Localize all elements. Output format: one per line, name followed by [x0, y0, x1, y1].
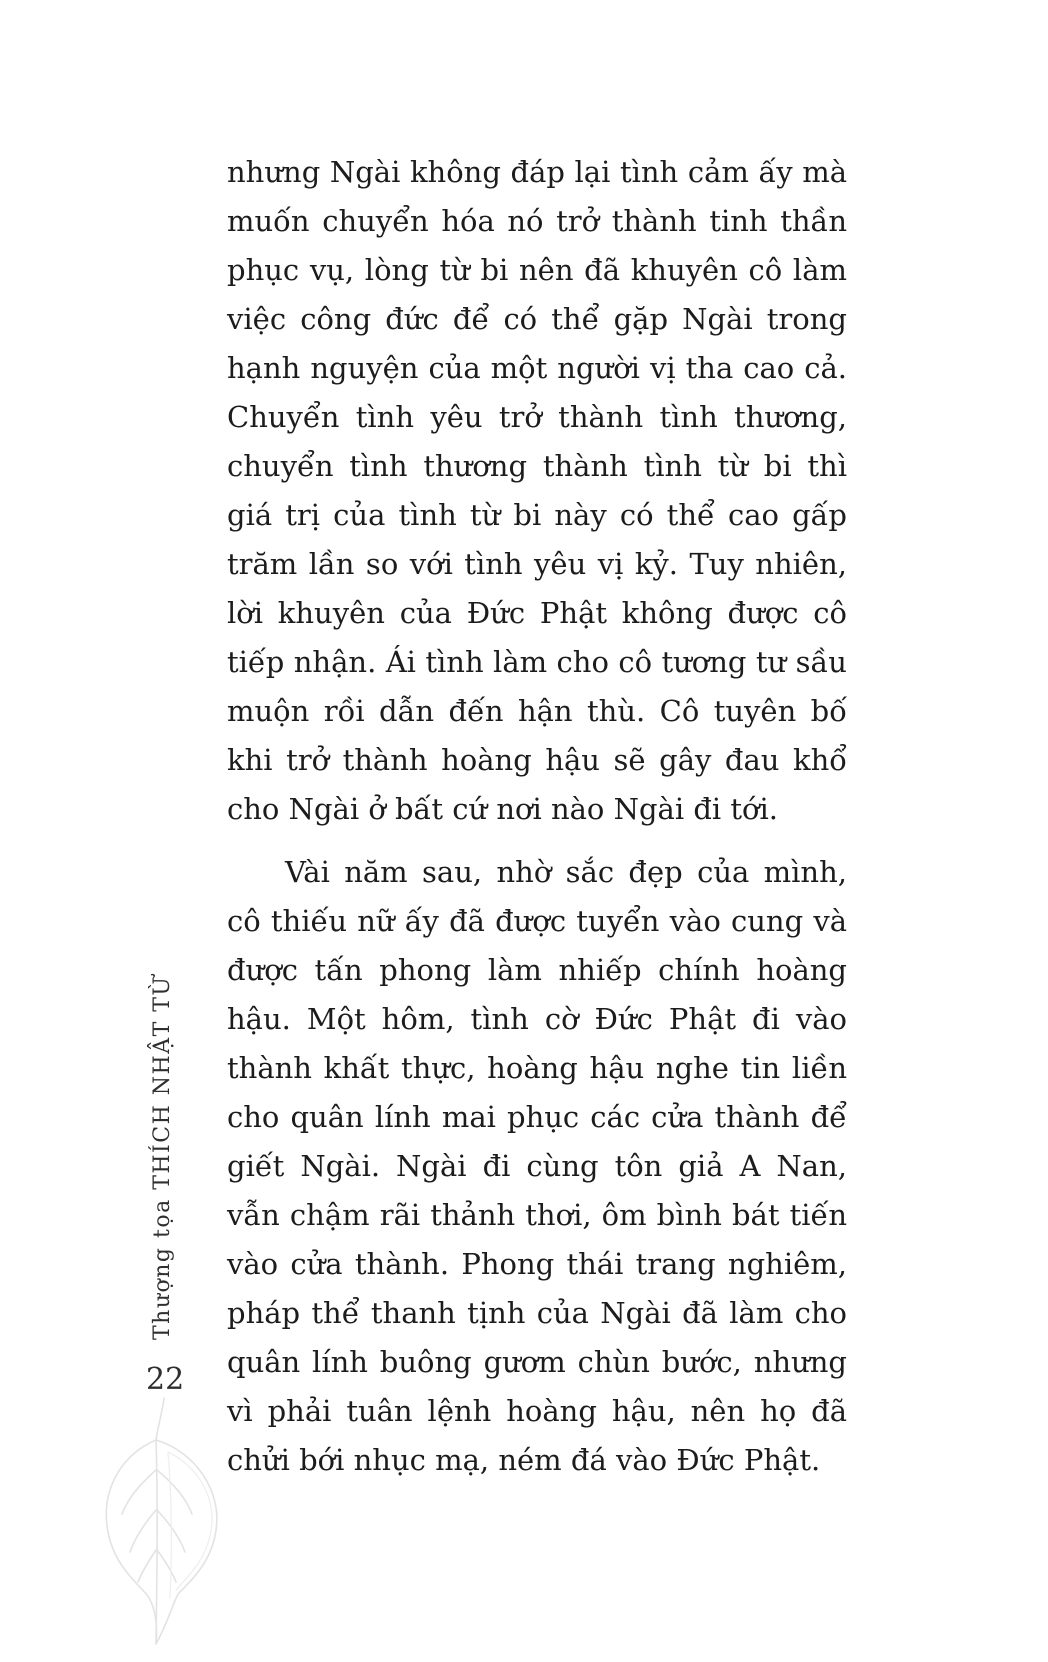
page-number: 22 [146, 1362, 185, 1397]
sidebar-author-text: Thượng tọa THÍCH NHẬT TỪ [150, 975, 175, 1340]
bodhi-leaf-watermark-icon [92, 1392, 232, 1650]
paragraph: nhưng Ngài không đáp lại tình cảm ấy mà muốn chuyển hóa nó trở thành tinh thần phục vụ, lòng từ bi nên đã khuyên cô làm việc công đức để có thể gặp Ngài trong hạnh nguyện của một người vị tha cao cả. Chuyển tình yêu trở thành tình thương, chuyển tình thương thành tình từ bi thì giá trị của tình từ bi này có thể cao gấp trăm lần so với tình yêu vị kỷ. Tuy nhiên, lời khuyên của Đức Phật không được cô tiếp nhận. Ái tình làm cho cô tương tư sầu muộn rồi dẫn đến hận thù. Cô tuyên bố khi trở thành hoàng hậu sẽ gây đau khổ cho Ngài ở bất cứ nơi nào Ngài đi tới. [227, 155, 847, 826]
paragraph: Vài năm sau, nhờ sắc đẹp của mình, cô thiếu nữ ấy đã được tuyển vào cung và được tấn phong làm nhiếp chính hoàng hậu. Một hôm, tình cờ Đức Phật đi vào thành khất thực, hoàng hậu nghe tin liền cho quân lính mai phục các cửa thành để giết Ngài. Ngài đi cùng tôn giả A Nan, vẫn chậm rãi thảnh thơi, ôm bình bát tiến vào cửa thành. Phong thái trang nghiêm, pháp thể thanh tịnh của Ngài đã làm cho quân lính buông gươm chùn bước, nhưng vì phải tuân lệnh hoàng hậu, nên họ đã chửi bới nhục mạ, ném đá vào Đức Phật. [227, 855, 847, 1477]
body-text-block [227, 148, 847, 1485]
